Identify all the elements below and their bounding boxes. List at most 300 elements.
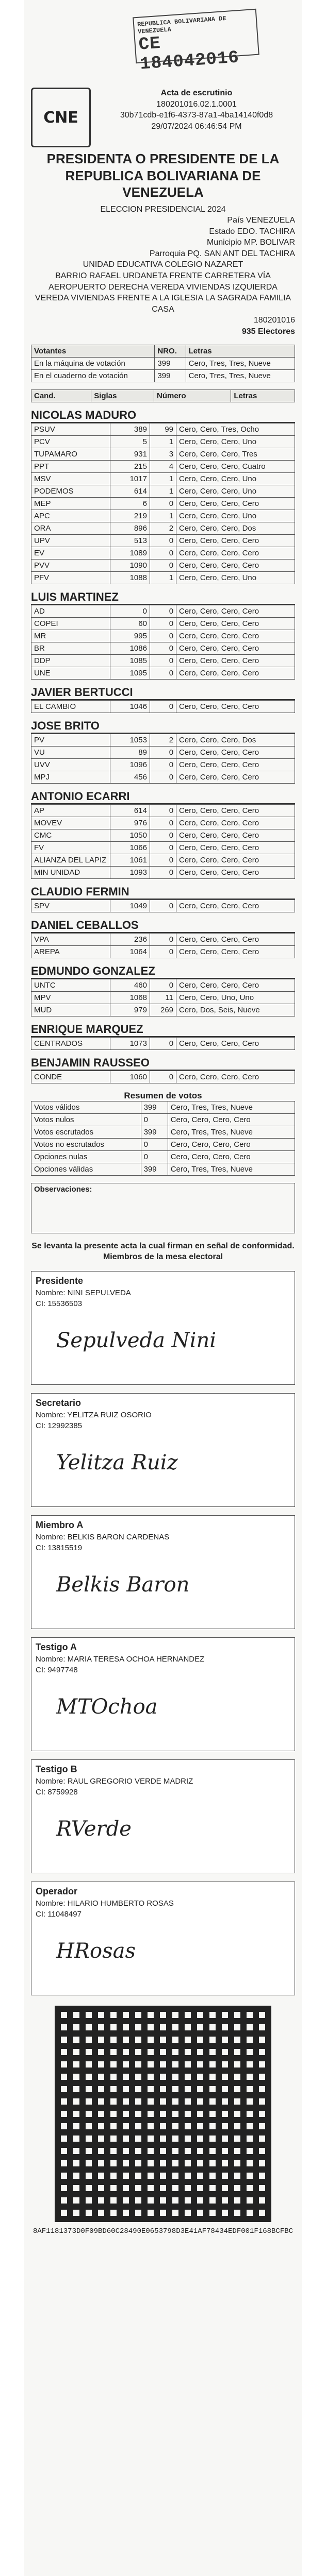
cell: 976 xyxy=(110,817,150,829)
signature-scribble: Sepulveda Nini xyxy=(56,1328,217,1352)
cell: 269 xyxy=(150,1004,176,1016)
candidate-parties-table xyxy=(31,979,295,1016)
cell: Cero, Cero, Cero, Cero xyxy=(176,829,295,841)
cell: Cero, Cero, Cero, Cero xyxy=(176,979,295,991)
table-row xyxy=(31,979,295,991)
cell: Cero, Cero, Cero, Uno xyxy=(176,571,295,584)
candidate-parties-table xyxy=(31,1037,295,1050)
cell: MOVEV xyxy=(31,817,110,829)
cell: Cero, Dos, Seis, Nueve xyxy=(176,1004,295,1016)
candidates-header-table xyxy=(31,389,295,402)
page-title: PRESIDENTA O PRESIDENTE DE LA REPUBLICA BOLIVARIANA DE VENEZUELA xyxy=(46,151,280,200)
table-row xyxy=(31,497,295,510)
cell: 11 xyxy=(150,991,176,1004)
signature-block xyxy=(31,1637,295,1751)
table-row xyxy=(31,1150,295,1163)
cell: PODEMOS xyxy=(31,485,110,497)
cell: 1086 xyxy=(110,642,150,654)
table-row xyxy=(31,357,295,369)
cell: MSV xyxy=(31,472,110,485)
cell: UNE xyxy=(31,667,110,679)
signature-area xyxy=(36,1430,290,1502)
cell: 1085 xyxy=(110,654,150,667)
cell: ALIANZA DEL LAPIZ xyxy=(31,854,110,866)
cell: Cero, Cero, Cero, Tres xyxy=(176,448,295,460)
signatory-role: Testigo A xyxy=(36,1641,77,1652)
col-votantes: Votantes xyxy=(31,345,155,357)
cell: AD xyxy=(31,605,110,617)
cell: Cero, Cero, Cero, Cero xyxy=(176,945,295,958)
cell: 3 xyxy=(150,448,176,460)
col-letras: Letras xyxy=(231,389,295,402)
cell: 0 xyxy=(150,758,176,771)
candidate-parties-table xyxy=(31,933,295,958)
cell: 389 xyxy=(110,423,150,435)
cell: EL CAMBIO xyxy=(31,700,110,713)
cell: MR xyxy=(31,630,110,642)
cell: Cero, Cero, Cero, Uno xyxy=(176,435,295,448)
table-row xyxy=(31,804,295,817)
cell: Cero, Cero, Cero, Dos xyxy=(176,734,295,746)
closing-text: Se levanta la presente acta la cual firman en señal de conformidad. xyxy=(31,1241,295,1250)
col-numero: Número xyxy=(154,389,231,402)
cell: Cero, Tres, Tres, Nueve xyxy=(168,1101,295,1113)
acta-header xyxy=(31,88,295,147)
table-row xyxy=(31,1071,295,1083)
cell: FV xyxy=(31,841,110,854)
parish: Parroquia PQ. SAN ANT DEL TACHIRA xyxy=(149,249,295,258)
signature-scribble: RVerde xyxy=(56,1817,132,1841)
table-row xyxy=(31,817,295,829)
cell: 1 xyxy=(150,435,176,448)
cell: Cero, Cero, Cero, Uno xyxy=(176,472,295,485)
cell: VPA xyxy=(31,933,110,945)
table-row xyxy=(31,448,295,460)
cell: Cero, Cero, Cero, Cero xyxy=(176,667,295,679)
candidate-parties-table xyxy=(31,423,295,584)
signature-scribble: Yelitza Ruiz xyxy=(56,1450,178,1475)
cell: PVV xyxy=(31,559,110,571)
cell: UNTC xyxy=(31,979,110,991)
signatory-id: CI: 9497748 xyxy=(36,1665,78,1674)
table-row xyxy=(31,1163,295,1175)
table-row xyxy=(31,605,295,617)
cell: 1061 xyxy=(110,854,150,866)
cell: 1089 xyxy=(110,547,150,559)
cell: Cero, Cero, Cero, Cero xyxy=(176,547,295,559)
table-row xyxy=(31,854,295,866)
cell: 1050 xyxy=(110,829,150,841)
cell: 0 xyxy=(150,841,176,854)
cell: Cero, Cero, Cero, Cero xyxy=(176,1071,295,1083)
cell: 5 xyxy=(110,435,150,448)
cell: 0 xyxy=(150,804,176,817)
table-row xyxy=(31,369,295,382)
top-stamp-area xyxy=(31,0,295,77)
signature-scribble: HRosas xyxy=(56,1939,136,1963)
table-row xyxy=(31,700,295,713)
table-row xyxy=(31,559,295,571)
table-row xyxy=(31,771,295,783)
cell: 215 xyxy=(110,460,150,472)
acta-datetime: 29/07/2024 06:46:54 PM xyxy=(151,122,242,131)
cell: PSUV xyxy=(31,423,110,435)
cell: Cero, Cero, Cero, Cero xyxy=(176,933,295,945)
cell: 0 xyxy=(141,1150,168,1163)
cell: PPT xyxy=(31,460,110,472)
table-row xyxy=(31,460,295,472)
cell: Cero, Cero, Cero, Cero xyxy=(176,841,295,854)
col-siglas: Siglas xyxy=(91,389,154,402)
table-row xyxy=(31,642,295,654)
cell: Votos válidos xyxy=(31,1101,141,1113)
table-row xyxy=(31,510,295,522)
cell: Cero, Cero, Cero, Cero xyxy=(176,817,295,829)
candidate-name: DANIEL CEBALLOS xyxy=(31,919,295,933)
signature-scribble: Belkis Baron xyxy=(56,1572,190,1597)
cell: 0 xyxy=(141,1113,168,1126)
cell: AREPA xyxy=(31,945,110,958)
signatory-role: Miembro A xyxy=(36,1519,84,1530)
cell: Cero, Cero, Cero, Cuatro xyxy=(176,460,295,472)
cell: Cero, Cero, Cero, Cero xyxy=(176,630,295,642)
table-row xyxy=(31,667,295,679)
table-row xyxy=(31,617,295,630)
cell: En el cuaderno de votación xyxy=(31,369,155,382)
cell: 1093 xyxy=(110,866,150,878)
cell: 399 xyxy=(141,1126,168,1138)
cell: 1068 xyxy=(110,991,150,1004)
col-nro: NRO. xyxy=(155,345,186,357)
candidate-parties-table xyxy=(31,605,295,680)
cell: Cero, Cero, Cero, Cero xyxy=(176,1037,295,1049)
signature-block xyxy=(31,1759,295,1873)
cell: CONDE xyxy=(31,1071,110,1083)
cell: 460 xyxy=(110,979,150,991)
results-summary xyxy=(31,1091,295,1176)
signatory-name: Nombre: MARIA TERESA OCHOA HERNANDEZ xyxy=(36,1654,205,1664)
table-row xyxy=(31,746,295,758)
table-row xyxy=(31,630,295,642)
cell: PCV xyxy=(31,435,110,448)
cell: Cero, Cero, Cero, Cero xyxy=(176,854,295,866)
candidate-name: LUIS MARTINEZ xyxy=(31,590,295,605)
signature-area xyxy=(36,1919,290,1991)
cell: 456 xyxy=(110,771,150,783)
table-row xyxy=(31,758,295,771)
cell: 89 xyxy=(110,746,150,758)
cell: TUPAMARO xyxy=(31,448,110,460)
cell: 1060 xyxy=(110,1071,150,1083)
cell: 0 xyxy=(150,746,176,758)
cell: DDP xyxy=(31,654,110,667)
table-row xyxy=(31,547,295,559)
cell: 0 xyxy=(150,605,176,617)
cell: Cero, Cero, Cero, Cero xyxy=(176,746,295,758)
table-row xyxy=(31,571,295,584)
candidate-name: JAVIER BERTUCCI xyxy=(31,686,295,700)
signatory-id: CI: 11048497 xyxy=(36,1909,82,1919)
cell: 60 xyxy=(110,617,150,630)
cell: 99 xyxy=(150,423,176,435)
results-table xyxy=(31,1101,295,1176)
cell: 0 xyxy=(150,979,176,991)
cell: MEP xyxy=(31,497,110,510)
cell: 1049 xyxy=(110,900,150,912)
cell: Cero, Tres, Tres, Nueve xyxy=(186,369,295,382)
cell: 0 xyxy=(150,617,176,630)
cell: COPEI xyxy=(31,617,110,630)
cell: APC xyxy=(31,510,110,522)
cell: 1066 xyxy=(110,841,150,854)
cell: 513 xyxy=(110,534,150,547)
cell: 0 xyxy=(150,933,176,945)
cell: 399 xyxy=(155,357,186,369)
signatory-id: CI: 12992385 xyxy=(36,1421,83,1430)
cell: 1 xyxy=(150,571,176,584)
signature-block xyxy=(31,1882,295,1995)
signature-block xyxy=(31,1393,295,1507)
stamp-code: CE 184042016 xyxy=(138,33,240,75)
cell: Cero, Cero, Cero, Cero xyxy=(176,758,295,771)
cell: Cero, Cero, Cero, Cero xyxy=(168,1138,295,1150)
cell: 1090 xyxy=(110,559,150,571)
cell: 4 xyxy=(150,460,176,472)
cell: 1064 xyxy=(110,945,150,958)
cell: 614 xyxy=(110,485,150,497)
candidate-name: NICOLAS MADURO xyxy=(31,409,295,423)
table-row xyxy=(31,1101,295,1113)
cell: 219 xyxy=(110,510,150,522)
table-row xyxy=(31,522,295,534)
center-code: 180201016 xyxy=(253,316,295,325)
cell: Cero, Cero, Cero, Dos xyxy=(176,522,295,534)
signature-area xyxy=(36,1797,290,1869)
cell: Cero, Cero, Cero, Cero xyxy=(168,1113,295,1126)
col-letras: Letras xyxy=(186,345,295,357)
candidate-parties-table xyxy=(31,734,295,784)
table-row xyxy=(31,945,295,958)
candidate-parties-table xyxy=(31,1071,295,1083)
table-row xyxy=(31,423,295,435)
acta-receipt xyxy=(24,0,302,2576)
cell: Cero, Cero, Cero, Cero xyxy=(176,900,295,912)
cell: EV xyxy=(31,547,110,559)
cell: 1017 xyxy=(110,472,150,485)
acta-label: Acta de escrutinio xyxy=(160,89,233,97)
cell: Cero, Cero, Cero, Uno xyxy=(176,510,295,522)
cell: UPV xyxy=(31,534,110,547)
cell: Votos escrutados xyxy=(31,1126,141,1138)
cell: 0 xyxy=(150,534,176,547)
signatures xyxy=(31,1271,295,1995)
cell: ORA xyxy=(31,522,110,534)
footer-hash: 8AF1181373D0F09BD60C28490E0653798D3E41AF78434EDF001F168BCFBC xyxy=(32,2227,294,2235)
candidate-name: BENJAMIN RAUSSEO xyxy=(31,1056,295,1071)
table-row xyxy=(31,472,295,485)
acta-code: 180201016.02.1.0001 xyxy=(156,99,237,109)
signatory-id: CI: 13815519 xyxy=(36,1543,83,1552)
results-title: Resumen de votos xyxy=(124,1090,202,1100)
cell: 0 xyxy=(150,854,176,866)
candidate-name: CLAUDIO FERMIN xyxy=(31,885,295,900)
acta-uuid: 30b71cdb-e1f6-4373-87a1-4ba14140f0d8 xyxy=(120,111,273,120)
members-title: Miembros de la mesa electoral xyxy=(103,1252,223,1262)
cell: 0 xyxy=(150,1071,176,1083)
signatory-role: Testigo B xyxy=(36,1764,77,1774)
cell: 0 xyxy=(150,642,176,654)
municipality: Municipio MP. BOLIVAR xyxy=(206,238,295,247)
cell: PV xyxy=(31,734,110,746)
cell: AP xyxy=(31,804,110,817)
signature-area xyxy=(36,1552,290,1624)
candidate-parties-table xyxy=(31,700,295,713)
cell: 1 xyxy=(150,485,176,497)
cell: 896 xyxy=(110,522,150,534)
cell: UVV xyxy=(31,758,110,771)
table-row xyxy=(31,1004,295,1016)
cell: MIN UNIDAD xyxy=(31,866,110,878)
candidate-name: ANTONIO ECARRI xyxy=(31,790,295,804)
cell: Cero, Cero, Cero, Cero xyxy=(176,617,295,630)
center-name: UNIDAD EDUCATIVA COLEGIO NAZARET xyxy=(83,260,243,269)
table-row xyxy=(31,654,295,667)
cell: 0 xyxy=(141,1138,168,1150)
cell: MPJ xyxy=(31,771,110,783)
cell: BR xyxy=(31,642,110,654)
cell: 0 xyxy=(150,945,176,958)
candidate-parties-table xyxy=(31,900,295,912)
table-row xyxy=(31,534,295,547)
cell: 1 xyxy=(150,472,176,485)
cell: 0 xyxy=(150,829,176,841)
qr-code xyxy=(55,2006,271,2222)
cell: MPV xyxy=(31,991,110,1004)
table-row xyxy=(31,991,295,1004)
cell: 1046 xyxy=(110,700,150,713)
cell: Cero, Tres, Tres, Nueve xyxy=(186,357,295,369)
signature-scribble: MTOchoa xyxy=(56,1694,158,1719)
cell: 0 xyxy=(150,497,176,510)
col-cand: Cand. xyxy=(31,389,91,402)
cell: Cero, Cero, Cero, Cero xyxy=(176,700,295,713)
cell: Opciones válidas xyxy=(31,1163,141,1175)
cell: SPV xyxy=(31,900,110,912)
cell: Cero, Cero, Cero, Cero xyxy=(168,1150,295,1163)
electors-count: 935 Electores xyxy=(241,327,295,336)
cell: 0 xyxy=(150,559,176,571)
cell: 931 xyxy=(110,448,150,460)
cell: Opciones nulas xyxy=(31,1150,141,1163)
observations xyxy=(31,1183,295,1233)
table-row xyxy=(31,1126,295,1138)
cell: 1 xyxy=(150,510,176,522)
cell: Cero, Cero, Cero, Cero xyxy=(176,804,295,817)
signature-area xyxy=(36,1308,290,1380)
cell: 2 xyxy=(150,522,176,534)
table-row xyxy=(31,1037,295,1049)
candidate-name: ENRIQUE MARQUEZ xyxy=(31,1023,295,1037)
cell: VU xyxy=(31,746,110,758)
cell: 1095 xyxy=(110,667,150,679)
cne-logo xyxy=(31,88,91,147)
cell: 399 xyxy=(155,369,186,382)
cell: 995 xyxy=(110,630,150,642)
signatory-role: Secretario xyxy=(36,1397,82,1408)
table-row xyxy=(31,1113,295,1126)
stamp-line1: REPUBLICA BOLIVARIANA DE VENEZUELA xyxy=(137,14,227,36)
signatory-name: Nombre: RAUL GREGORIO VERDE MADRIZ xyxy=(36,1776,193,1786)
candidate-parties-table xyxy=(31,804,295,879)
table-row xyxy=(31,734,295,746)
cell: 0 xyxy=(150,667,176,679)
cell: 1073 xyxy=(110,1037,150,1049)
cell: Votos no escrutados xyxy=(31,1138,141,1150)
cell: 236 xyxy=(110,933,150,945)
table-row xyxy=(31,933,295,945)
table-row xyxy=(31,485,295,497)
election-name: ELECCION PRESIDENCIAL 2024 xyxy=(100,205,226,214)
cell: 0 xyxy=(150,630,176,642)
cell: CMC xyxy=(31,829,110,841)
cell: Cero, Tres, Tres, Nueve xyxy=(168,1126,295,1138)
cell: Votos nulos xyxy=(31,1113,141,1126)
cell: Cero, Cero, Tres, Ocho xyxy=(176,423,295,435)
header-info xyxy=(98,88,295,147)
cell: Cero, Cero, Cero, Cero xyxy=(176,605,295,617)
signatory-id: CI: 15536503 xyxy=(36,1299,83,1308)
signatory-name: Nombre: BELKIS BARON CARDENAS xyxy=(36,1532,170,1541)
cell: 0 xyxy=(150,700,176,713)
candidate-name: EDMUNDO GONZALEZ xyxy=(31,964,295,979)
observations-label: Observaciones: xyxy=(31,1183,295,1233)
cell: PFV xyxy=(31,571,110,584)
cell: En la máquina de votación xyxy=(31,357,155,369)
cell: 614 xyxy=(110,804,150,817)
cell: 0 xyxy=(150,654,176,667)
cell: Cero, Cero, Cero, Cero xyxy=(176,771,295,783)
cell: CENTRADOS xyxy=(31,1037,110,1049)
cne-logo-text: CNE xyxy=(43,108,78,127)
table-row xyxy=(31,1138,295,1150)
signatory-role: Operador xyxy=(36,1886,78,1896)
stamp xyxy=(133,9,259,75)
cell: Cero, Cero, Cero, Cero xyxy=(176,866,295,878)
cell: 0 xyxy=(150,900,176,912)
signatory-id: CI: 8759928 xyxy=(36,1787,78,1797)
cell: MUD xyxy=(31,1004,110,1016)
center-address: BARRIO RAFAEL URDANETA FRENTE CARRETERA VÍA AEROPUERTO DERECHA VEREDA VIVIENDAS IZQUIERDA VEREDA VIVIENDAS FRENTE A LA IGLESIA LA SAGRADA FAMILIA CASA xyxy=(35,272,291,314)
voters-table xyxy=(31,345,295,382)
cell: Cero, Cero, Cero, Cero xyxy=(176,534,295,547)
signatory-name: Nombre: NINI SEPULVEDA xyxy=(36,1288,131,1297)
table-row xyxy=(31,866,295,878)
cell: Cero, Cero, Cero, Cero xyxy=(176,559,295,571)
cell: 1053 xyxy=(110,734,150,746)
cell: Cero, Cero, Cero, Cero xyxy=(176,654,295,667)
cell: 1096 xyxy=(110,758,150,771)
state: Estado EDO. TACHIRA xyxy=(209,227,295,236)
cell: 0 xyxy=(150,771,176,783)
cell: 0 xyxy=(150,1037,176,1049)
cell: 979 xyxy=(110,1004,150,1016)
cell: 0 xyxy=(150,866,176,878)
cell: 399 xyxy=(141,1101,168,1113)
cell: 6 xyxy=(110,497,150,510)
table-row xyxy=(31,841,295,854)
cell: 399 xyxy=(141,1163,168,1175)
cell: Cero, Cero, Uno, Uno xyxy=(176,991,295,1004)
